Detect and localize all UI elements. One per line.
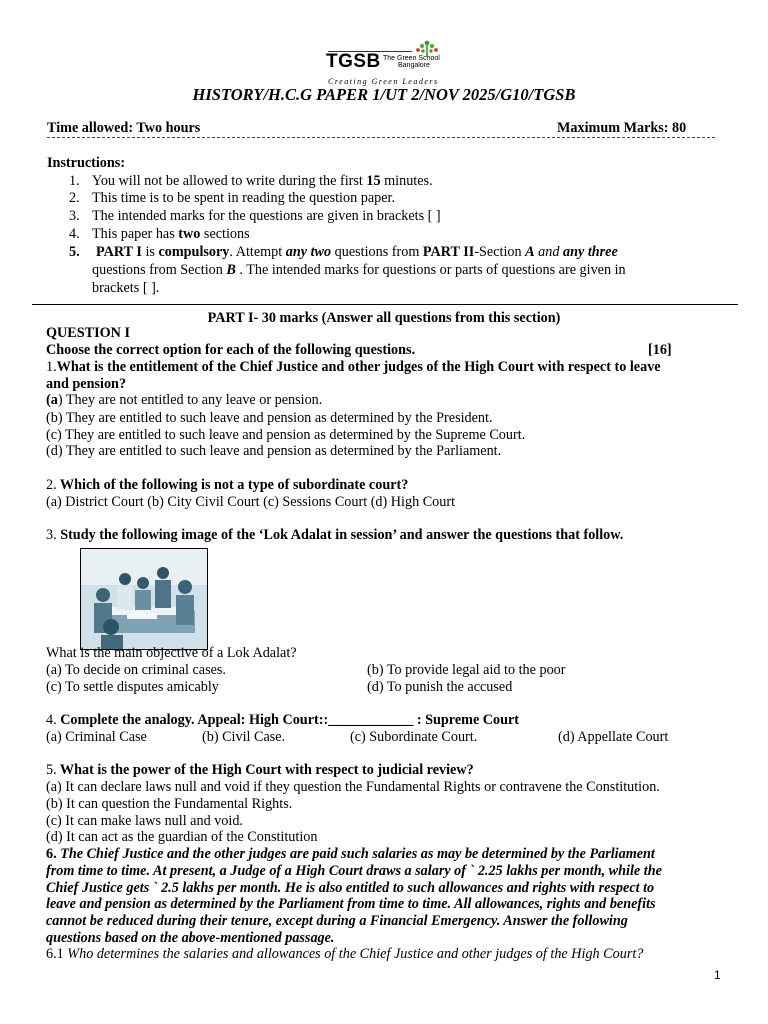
question-number: 6.1 xyxy=(46,946,64,962)
option-b: (b) They are entitled to such leave and pension as determined by the President. xyxy=(46,410,493,426)
instruction-number: 2. xyxy=(69,190,80,206)
question-3 xyxy=(46,527,623,544)
question-text: Complete the analogy. Appeal: High Court::____________ : Supreme Court xyxy=(56,712,520,728)
logo-school-city: Bangalore xyxy=(398,62,430,69)
question-4 xyxy=(46,712,519,729)
question-2-options: (a) District Court (b) City Civil Court (c) Sessions Court (d) High Court xyxy=(46,494,456,510)
passage-line: The Chief Justice and the other judges are paid such salaries as may be determined by the Parliament xyxy=(56,846,655,862)
page-number: 1 xyxy=(714,968,721,982)
passage-line: cannot be reduced during their tenure, except during a Financial Emergency. Answer the following xyxy=(46,913,628,929)
question-number: 5. xyxy=(46,762,57,778)
passage-line: questions based on the above-mentioned passage. xyxy=(46,930,335,946)
instruction-emphasis: compulsory xyxy=(158,244,230,260)
instruction-item xyxy=(69,190,395,207)
instruction-text: . Attempt xyxy=(229,244,286,260)
lok-adalat-photo xyxy=(80,548,208,650)
question-text-continuation: and pension? xyxy=(46,376,127,392)
instruction-text: questions from xyxy=(331,244,423,260)
lok-adalat-scene-image xyxy=(81,549,207,649)
instruction-continuation xyxy=(92,262,626,279)
question-number: 6. xyxy=(46,846,57,862)
instruction-number: 1. xyxy=(69,173,80,189)
option-a: (a) It can declare laws null and void if they question the Fundamental Rights or contravene the Constitution. xyxy=(46,779,660,795)
instruction-emphasis: 15 xyxy=(366,173,381,189)
option-c: (c) They are entitled to such leave and pension as determined by the Supreme Court. xyxy=(46,427,526,443)
option-label: (a xyxy=(46,392,58,408)
instruction-number: 5. xyxy=(69,244,80,260)
question-text: What is the entitlement of the Chief Justice and other judges of the High Court with respect to leave xyxy=(56,359,661,375)
question-number: 1. xyxy=(46,359,57,375)
option-a: (a) Criminal Case xyxy=(46,729,147,745)
option-a xyxy=(46,392,322,409)
instruction-text: This time is to be spent in reading the question paper. xyxy=(92,190,396,206)
instruction-text: -Section xyxy=(474,244,526,260)
section-divider xyxy=(32,304,738,305)
logo-tagline: Creating Green Leaders xyxy=(328,77,439,86)
instruction-number: 4. xyxy=(69,226,80,242)
instruction-emphasis: any three xyxy=(562,244,618,260)
option-d: (d) They are entitled to such leave and pension as determined by the Parliament. xyxy=(46,443,502,459)
school-logo xyxy=(326,40,448,84)
instruction-text: questions from Section xyxy=(92,262,227,278)
question-text: Who determines the salaries and allowances of the Chief Justice and other judges of the High Court? xyxy=(63,946,644,962)
instructions-heading: Instructions: xyxy=(47,155,126,171)
passage-line: Chief Justice gets ` 2.5 lakhs per month. He is also entitled to such allowances and rights with respect to xyxy=(46,880,655,896)
option-c: (c) To settle disputes amicably xyxy=(46,679,219,695)
instruction-text: This paper has xyxy=(92,226,179,242)
instruction-text: and xyxy=(534,244,563,260)
instruction-emphasis: two xyxy=(178,226,201,242)
question-number: 3. xyxy=(46,527,57,543)
question-5 xyxy=(46,762,474,779)
question-text: What is the power of the High Court with respect to judicial review? xyxy=(56,762,474,778)
dashed-divider xyxy=(47,137,715,140)
instruction-item xyxy=(69,244,618,261)
option-d: (d) Appellate Court xyxy=(558,729,669,745)
logo-school-name: The Green School xyxy=(383,55,440,62)
question-6 xyxy=(46,846,655,863)
instruction-item xyxy=(69,226,250,243)
instruction-emphasis: A xyxy=(525,244,535,260)
question-label: QUESTION I xyxy=(46,325,130,341)
option-c: (c) Subordinate Court. xyxy=(350,729,478,745)
instruction-emphasis: PART II xyxy=(422,244,475,260)
part-heading: PART I- 30 marks (Answer all questions from this section) xyxy=(207,310,561,326)
instruction-text: sections xyxy=(200,226,250,242)
question-number: 4. xyxy=(46,712,57,728)
instruction-text: is xyxy=(141,244,159,260)
option-d: (d) It can act as the guardian of the Constitution xyxy=(46,829,318,845)
tree-logo-icon xyxy=(414,40,440,58)
instruction-item xyxy=(69,173,433,190)
instruction-text: . The intended marks for questions or parts of questions are given in xyxy=(235,262,626,278)
question-2 xyxy=(46,477,408,494)
instruction-text: You will not be allowed to write during the first xyxy=(92,173,367,189)
question-text: Study the following image of the ‘Lok Adalat in session’ and answer the questions that follow. xyxy=(56,527,624,543)
time-allowed: Time allowed: Two hours xyxy=(47,120,201,136)
option-d: (d) To punish the accused xyxy=(367,679,513,695)
question-number: 2. xyxy=(46,477,57,493)
instruction-number: 3. xyxy=(69,208,80,224)
passage-line: from time to time. At present, a Judge of a High Court draws a salary of ` 2.25 lakhs per month, while the xyxy=(46,863,662,879)
question-text: Which of the following is not a type of subordinate court? xyxy=(56,477,409,493)
instruction-emphasis: any two xyxy=(285,244,332,260)
logo-brand-text: TGSB xyxy=(326,51,381,72)
passage-line: leave and pension as determined by the Parliament from time to time. All allowances, rights and benefits xyxy=(46,896,656,912)
option-b: (b) Civil Case. xyxy=(202,729,286,745)
option-b: (b) To provide legal aid to the poor xyxy=(367,662,566,678)
instruction-text: The intended marks for the questions are given in brackets [ ] xyxy=(92,208,441,224)
instruction-continuation: brackets [ ]. xyxy=(92,280,160,296)
instruction-item xyxy=(69,208,441,225)
instruction-emphasis: B xyxy=(226,262,236,278)
question-1 xyxy=(46,359,661,376)
sub-question: What is the main objective of a Lok Adalat? xyxy=(46,645,297,661)
instruction-emphasis: PART I xyxy=(96,244,142,260)
sub-question-6-1 xyxy=(46,946,643,963)
option-b: (b) It can question the Fundamental Rights. xyxy=(46,796,293,812)
option-text: ) They are not entitled to any leave or pension. xyxy=(57,392,323,408)
option-c: (c) It can make laws null and void. xyxy=(46,813,243,829)
question-marks: [16] xyxy=(648,342,672,358)
instruction-text: minutes. xyxy=(380,173,433,189)
maximum-marks: Maximum Marks: 80 xyxy=(557,120,687,136)
paper-title: HISTORY/H.C.G PAPER 1/UT 2/NOV 2025/G10/TGSB xyxy=(192,85,576,104)
choose-instruction: Choose the correct option for each of the following questions. xyxy=(46,342,416,358)
option-a: (a) To decide on criminal cases. xyxy=(46,662,226,678)
